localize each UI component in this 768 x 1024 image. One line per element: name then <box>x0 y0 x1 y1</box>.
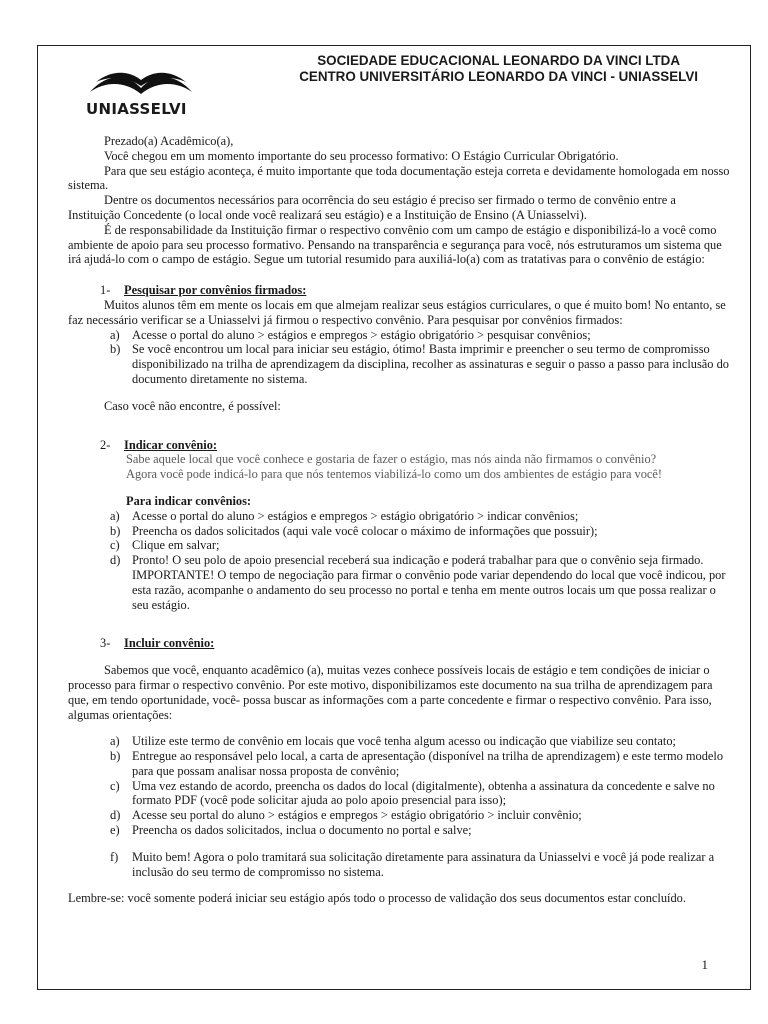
brand-name: UNIASSELVI <box>86 100 187 118</box>
list-text: Acesse o portal do aluno > estágios e empregos > estágio obrigatório > indicar convênios; <box>132 508 579 523</box>
list-item <box>68 524 730 539</box>
section-number: 1- <box>100 283 111 298</box>
list-text: Pronto! O seu polo de apoio presencial receberá sua indicação e poderá trabalhar para que o convênio seja firmado. <box>132 553 704 568</box>
section-1-after: Caso você não encontre, é possível: <box>104 398 281 413</box>
list-marker: c) <box>110 778 120 793</box>
list-item <box>68 808 730 823</box>
section-number: 3- <box>100 636 111 651</box>
institution-header <box>299 53 698 85</box>
list-item <box>68 328 730 343</box>
list-item <box>68 553 730 612</box>
list-text: Muito bem! Agora o polo tramitará sua solicitação diretamente para assinatura da Uniasselvi e você já pode realizar a inclusão do seu termo de compromisso no sistema. <box>132 849 715 879</box>
spacer <box>68 879 730 891</box>
list-item <box>68 538 730 553</box>
list-marker: b) <box>110 523 121 538</box>
list-item <box>68 823 730 838</box>
document-body <box>68 134 730 906</box>
list-text: Preencha os dados solicitados, inclua o documento no portal e salve; <box>132 823 472 838</box>
section-2-heading <box>68 438 730 453</box>
spacer <box>68 612 730 632</box>
list-marker: f) <box>110 849 119 864</box>
section-title: Incluir convênio: <box>124 636 215 651</box>
page-number: 1 <box>701 957 708 972</box>
spacer <box>68 414 730 434</box>
section-2-text-2: Agora você pode indicá-lo para que nós tentemos viabilizá-lo como um dos ambientes de estágio para você! <box>126 467 663 482</box>
list-marker: d) <box>110 553 121 568</box>
spacer <box>68 651 730 663</box>
list-text: Clique em salvar; <box>132 538 220 553</box>
section-title: Indicar convênio: <box>124 437 218 452</box>
section-2-subtitle: Para indicar convênios: <box>126 493 252 508</box>
list-text: Acesse o portal do aluno > estágios e empregos > estágio obrigatório > pesquisar convênios; <box>132 327 591 342</box>
list-marker: a) <box>110 734 120 749</box>
section-3-text: Sabemos que você, enquanto acadêmico (a), muitas vezes conhece possíveis locais de estágio e tem condições de iniciar o processo para firmar o respectivo convênio. Por este motivo, disponibilizamos este documento na sua trilha de aprendizagem para que, em tendo oportunidade, você- possa buscar as informações com a parte concedente e firmar o respectivo convênio. Para isso, algumas orientações: <box>68 663 713 722</box>
list-marker: d) <box>110 808 121 823</box>
list-marker: e) <box>110 823 120 838</box>
list-marker: a) <box>110 327 120 342</box>
list-text: Se você encontrou um local para iniciar seu estágio, ótimo! Basta imprimir e preencher o seu termo de compromisso disponibilizado na trilha de aprendizagem da disciplina, recolher as assinaturas e seguir o passo a passo para inclusão do documento diretamente no sistema. <box>132 342 729 386</box>
list-marker: b) <box>110 342 121 357</box>
spacer <box>68 722 730 734</box>
list-text: Utilize este termo de convênio em locais que você tenha algum acesso ou indicação que viabilize seu contato; <box>132 734 676 749</box>
list-marker: c) <box>110 538 120 553</box>
greeting: Prezado(a) Acadêmico(a), <box>104 134 234 148</box>
closing-note: Lembre-se: você somente poderá iniciar seu estágio após todo o processo de validação dos seus documentos estar concluído. <box>68 891 686 906</box>
section-number: 2- <box>100 437 111 452</box>
section-3-heading <box>68 636 730 651</box>
intro-paragraph-1: Você chegou em um momento importante do seu processo formativo: O Estágio Curricular Obrigatório. <box>104 148 619 163</box>
intro-paragraph-2: Para que seu estágio aconteça, é muito importante que toda documentação esteja correta e devidamente homologada em nosso sistema. <box>68 163 730 193</box>
list-marker: b) <box>110 749 121 764</box>
header-line-2: CENTRO UNIVERSITÁRIO LEONARDO DA VINCI - UNIASSELVI <box>299 69 698 84</box>
uniasselvi-logo <box>86 68 196 118</box>
list-text: Acesse seu portal do aluno > estágios e empregos > estágio obrigatório > incluir convênio; <box>132 808 582 823</box>
list-item <box>68 749 730 779</box>
header-line-1: SOCIEDADE EDUCACIONAL LEONARDO DA VINCI LTDA <box>317 53 681 68</box>
list-item <box>68 509 730 524</box>
list-item <box>68 342 730 386</box>
intro-paragraph-4: É de responsabilidade da Instituição firmar o respectivo convênio com um campo de estágio e disponibilizá-lo a você como ambiente de apoio para seu processo formativo. Pensando na transparência e segurança para você, nós estruturamos um sistema que irá ajudá-lo com o campo de estágio. Segue um tutorial resumido para auxiliá-lo(a) com as tratativas para o convênio de estágio: <box>68 222 722 267</box>
list-marker: a) <box>110 508 120 523</box>
list-text: Preencha os dados solicitados (aqui vale você colocar o máximo de informações que possuir); <box>132 523 598 538</box>
spacer <box>68 267 730 279</box>
section-title: Pesquisar por convênios firmados: <box>124 283 307 298</box>
intro-paragraph-3: Dentre os documentos necessários para ocorrência do seu estágio é preciso ser firmado o termo de convênio entre a Instituição Concedente (o local onde você realizará seu estágio) e a Instituição de Ensino (A Uniasselvi). <box>68 193 676 222</box>
spacer <box>68 838 730 850</box>
spacer <box>68 387 730 399</box>
section-1-text: Muitos alunos têm em mente os locais em que almejam realizar seus estágios curriculares, o que é muito bom! No entanto, se faz necessário verificar se a Uniasselvi já firmou o respectivo convênio. Para pesquisar por convênios firmados: <box>68 297 726 327</box>
list-item <box>68 779 730 809</box>
list-text: Uma vez estando de acordo, preencha os dados do local (digitalmente), obtenha a assinatura da concedente e salve no formato PDF (você pode solicitar ajuda ao polo apoio presencial para isso); <box>132 778 715 808</box>
list-item <box>68 850 730 880</box>
section-2-text-1: Sabe aquele local que você conhece e gostaria de fazer o estágio, mas nós ainda não firmamos o convênio? <box>126 452 657 467</box>
list-text: Entregue ao responsável pelo local, a carta de apresentação (disponível na trilha de aprendizagem) e este termo modelo para que possam analisar nossa proposta de convênio; <box>132 749 724 778</box>
section-1-heading <box>68 283 730 298</box>
list-item <box>68 734 730 749</box>
book-logo-icon <box>86 68 196 98</box>
spacer <box>68 482 730 494</box>
important-note: IMPORTANTE! O tempo de negociação para firmar o convênio pode variar dependendo do local que você indicou, por esta razão, acompanhe o andamento do seu processo no portal e tenha em mente outros locais um que possa realizar o seu estágio. <box>132 567 726 612</box>
